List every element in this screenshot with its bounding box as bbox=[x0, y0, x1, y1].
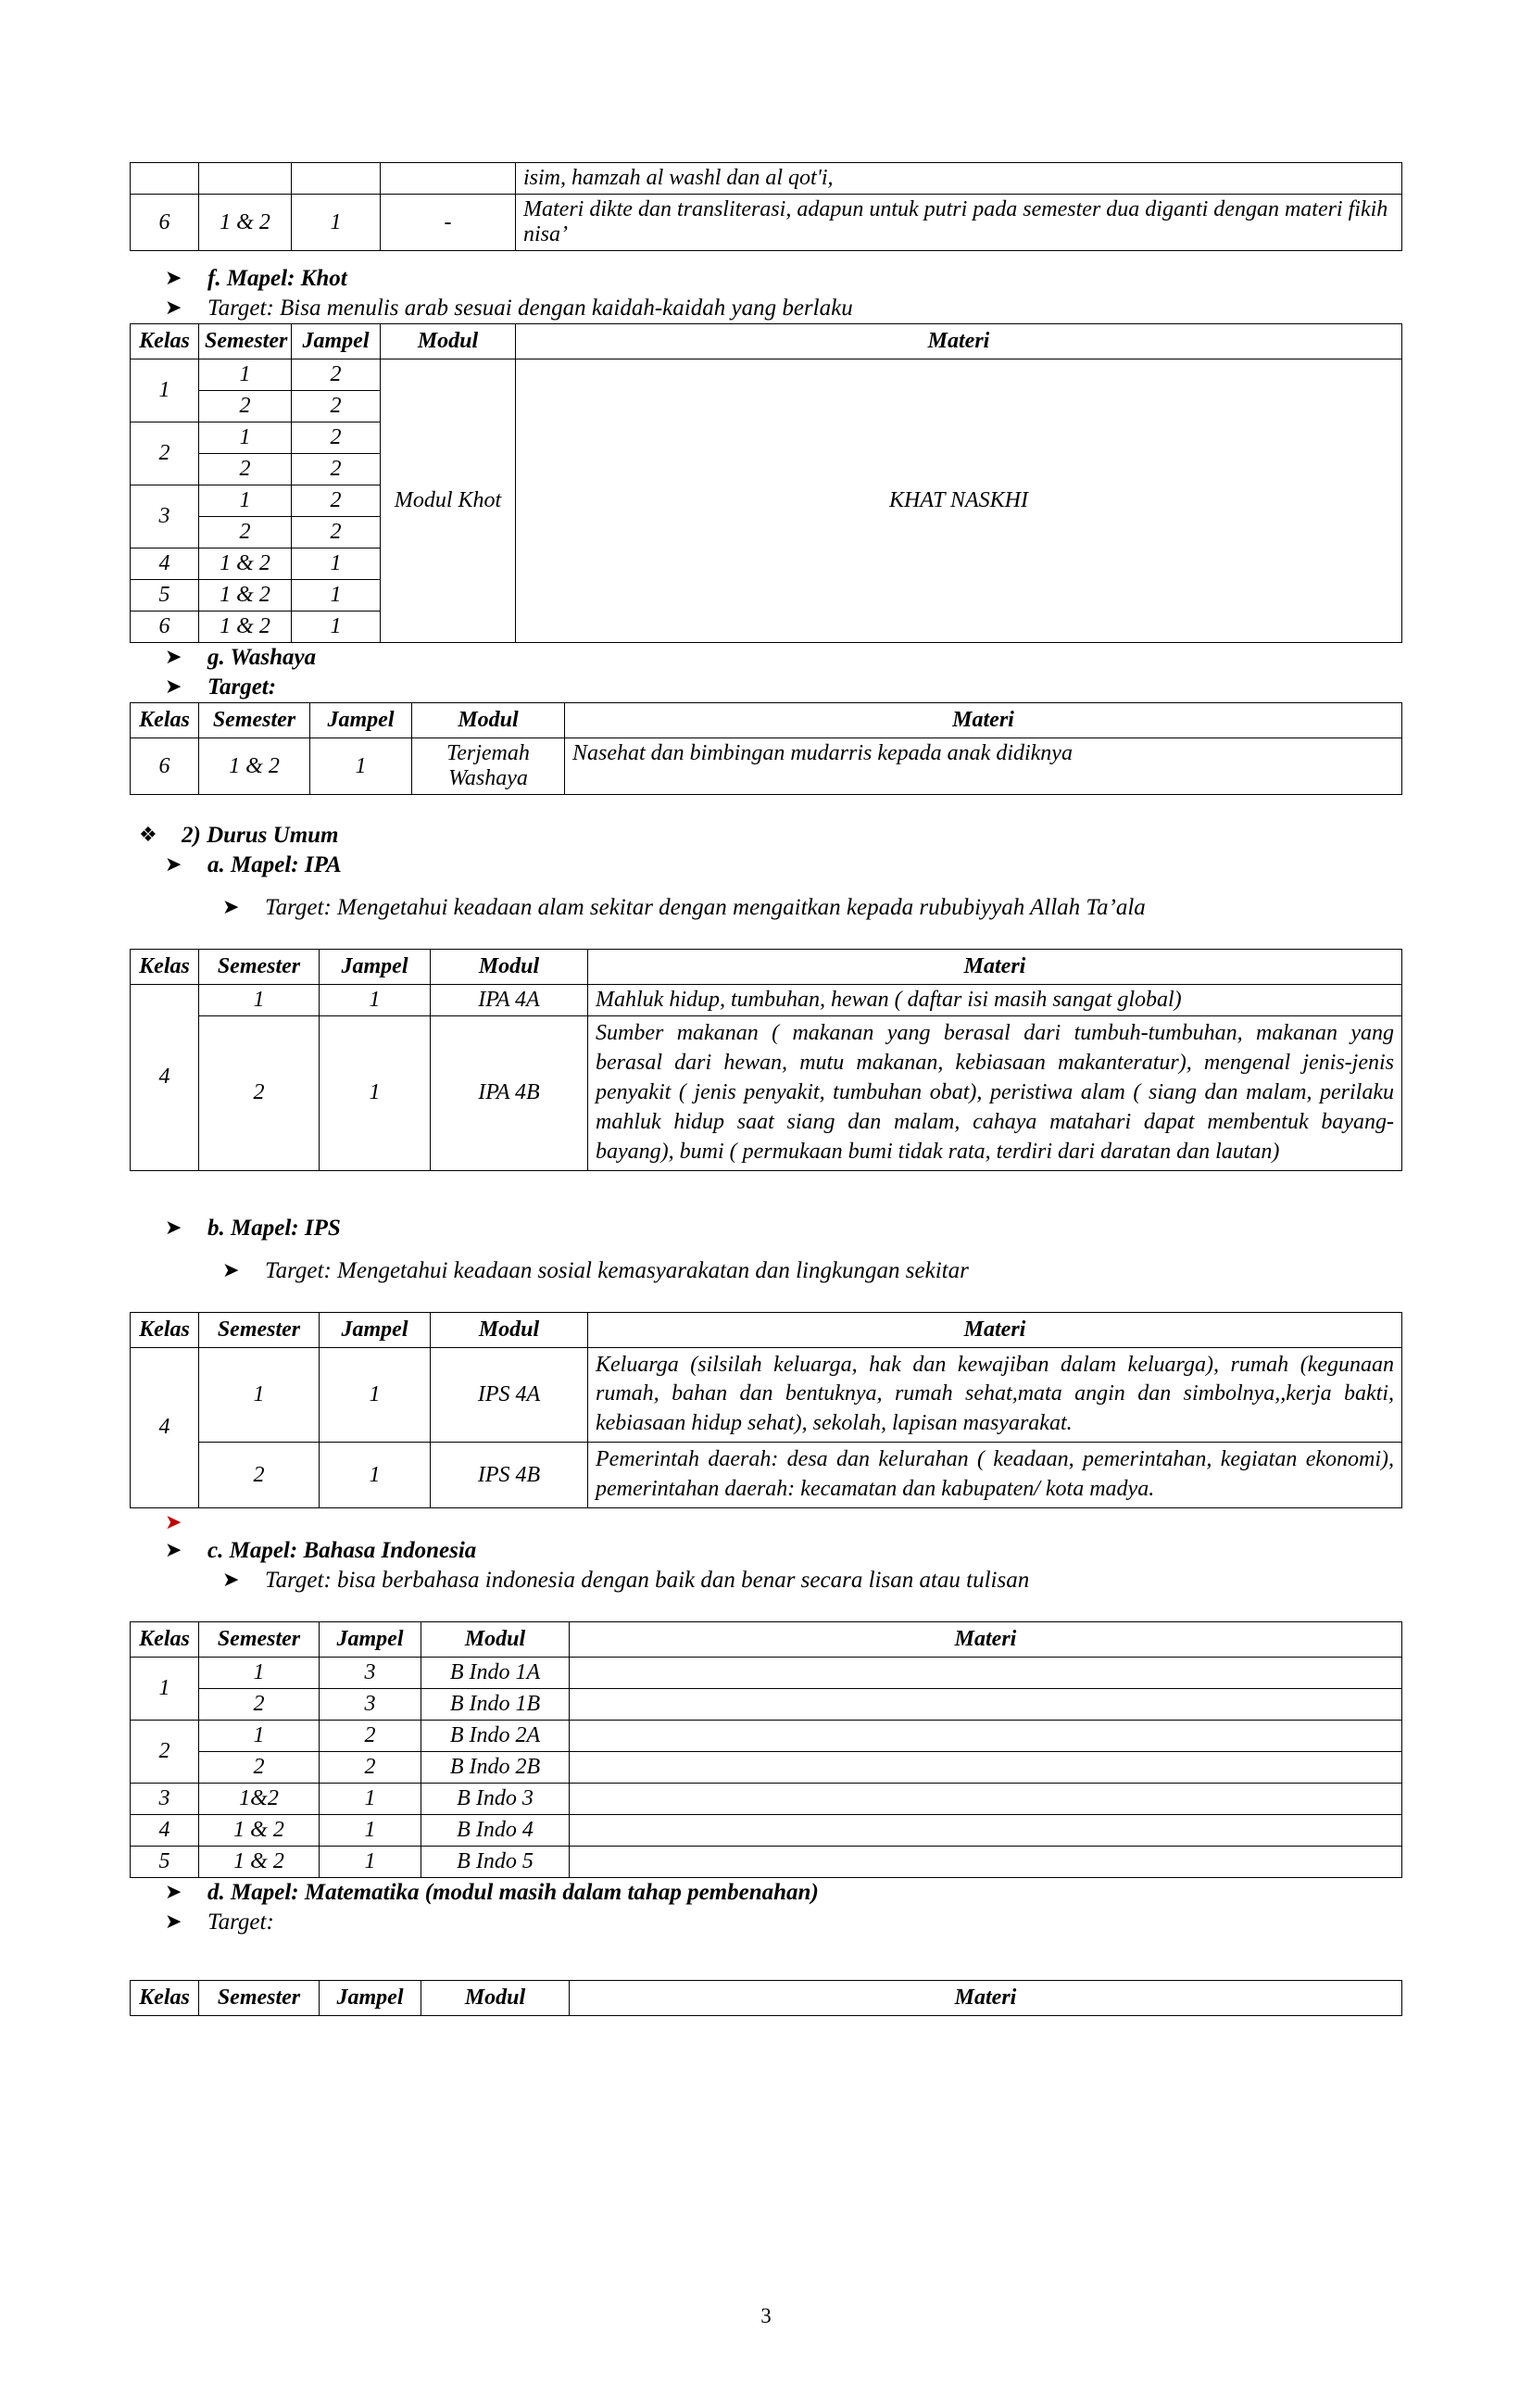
cell-kelas: 2 bbox=[131, 422, 199, 485]
continued-table-wrap bbox=[130, 162, 1402, 251]
cell-materi bbox=[570, 1689, 1402, 1721]
cell-jampel: 1 bbox=[320, 1815, 421, 1847]
arrow-bullet-icon: ➤ bbox=[222, 1568, 240, 1592]
cell-semester: 1&2 bbox=[199, 1784, 320, 1815]
cell-kelas: 3 bbox=[131, 485, 199, 548]
target-matematika bbox=[130, 1908, 1402, 1937]
col-materi: Materi bbox=[570, 1981, 1402, 2016]
heading-durus-umum-label: 2) Durus Umum bbox=[182, 823, 339, 848]
cell-semester: 1 bbox=[199, 985, 320, 1016]
cell-kelas bbox=[131, 163, 199, 195]
cell-semester: 1 bbox=[199, 1658, 320, 1689]
arrow-bullet-icon: ➤ bbox=[165, 1538, 182, 1562]
cell-kelas: 1 bbox=[131, 359, 199, 422]
cell-materi: Mahluk hidup, tumbuhan, hewan ( daftar isi masih sangat global) bbox=[588, 985, 1402, 1016]
cell-jampel: 1 bbox=[292, 611, 381, 643]
cell-modul: B Indo 4 bbox=[421, 1815, 570, 1847]
col-semester: Semester bbox=[199, 950, 320, 985]
khot-table bbox=[130, 323, 1402, 643]
target-matematika-label: Target: bbox=[207, 1910, 274, 1935]
cell-jampel: 1 bbox=[320, 1347, 431, 1443]
target-ips bbox=[130, 1256, 1402, 1286]
cell-jampel: 2 bbox=[292, 391, 381, 422]
cell-semester: 2 bbox=[199, 1016, 320, 1171]
table-row bbox=[131, 1347, 1402, 1443]
table-row bbox=[131, 1658, 1402, 1689]
cell-materi: Pemerintah daerah: desa dan kelurahan ( keadaan, pemerintahan, kegiatan ekonomi), pemerintahan daerah: kecamatan dan kabupaten/ kota madya. bbox=[588, 1443, 1402, 1508]
empty-bullet-row bbox=[130, 1508, 1402, 1536]
arrow-bullet-icon: ➤ bbox=[165, 852, 182, 876]
col-modul: Modul bbox=[431, 1312, 588, 1347]
heading-durus-umum bbox=[130, 821, 1402, 851]
cell-materi bbox=[570, 1721, 1402, 1752]
ipa-table-wrap bbox=[130, 949, 1402, 1171]
cell-semester: 2 bbox=[199, 1752, 320, 1784]
cell-materi bbox=[570, 1658, 1402, 1689]
heading-ips bbox=[130, 1214, 1402, 1243]
cell-semester: 1 & 2 bbox=[199, 738, 310, 795]
col-materi: Materi bbox=[516, 324, 1402, 359]
cell-jampel: 1 bbox=[320, 1016, 431, 1171]
cell-materi: Nasehat dan bimbingan mudarris kepada anak didiknya bbox=[565, 738, 1402, 795]
col-kelas: Kelas bbox=[131, 1622, 199, 1658]
col-kelas: Kelas bbox=[131, 1981, 199, 2016]
cell-semester: 1 bbox=[199, 485, 292, 517]
cell-kelas: 5 bbox=[131, 580, 199, 611]
cell-materi: Materi dikte dan transliterasi, adapun untuk putri pada semester dua diganti dengan materi fikih nisa’ bbox=[516, 195, 1402, 251]
arrow-bullet-icon: ➤ bbox=[165, 1910, 182, 1934]
table-header-row bbox=[131, 950, 1402, 985]
arrow-bullet-icon: ➤ bbox=[165, 296, 182, 319]
cell-materi bbox=[570, 1815, 1402, 1847]
cell-jampel: 1 bbox=[310, 738, 412, 795]
cell-semester: 2 bbox=[199, 517, 292, 548]
heading-ipa bbox=[130, 851, 1402, 880]
cell-modul: B Indo 2A bbox=[421, 1721, 570, 1752]
cell-jampel: 2 bbox=[292, 454, 381, 485]
table-row bbox=[131, 1443, 1402, 1508]
cell-semester: 2 bbox=[199, 1443, 320, 1508]
khot-table-wrap bbox=[130, 323, 1402, 643]
target-washaya bbox=[130, 673, 1402, 702]
col-jampel: Jampel bbox=[320, 1622, 421, 1658]
cell-materi: isim, hamzah al washl dan al qot'i, bbox=[516, 163, 1402, 195]
cell-jampel: 2 bbox=[320, 1721, 421, 1752]
cell-jampel: 2 bbox=[292, 485, 381, 517]
cell-kelas: 5 bbox=[131, 1847, 199, 1878]
table-header-row bbox=[131, 1622, 1402, 1658]
cell-modul: Terjemah Washaya bbox=[412, 738, 565, 795]
heading-ipa-label: a. Mapel: IPA bbox=[207, 852, 342, 877]
heading-matematika bbox=[130, 1878, 1402, 1908]
table-row bbox=[131, 1689, 1402, 1721]
col-jampel: Jampel bbox=[310, 703, 412, 738]
col-kelas: Kelas bbox=[131, 703, 199, 738]
cell-semester: 1 & 2 bbox=[199, 580, 292, 611]
target-bindo bbox=[130, 1566, 1402, 1595]
cell-semester: 1 & 2 bbox=[199, 1815, 320, 1847]
arrow-bullet-icon: ➤ bbox=[222, 1257, 240, 1281]
diamond-bullet-icon: ❖ bbox=[139, 823, 157, 846]
cell-modul: Modul Khot bbox=[381, 359, 516, 643]
table-row bbox=[131, 985, 1402, 1016]
col-materi: Materi bbox=[588, 1312, 1402, 1347]
cell-materi bbox=[570, 1784, 1402, 1815]
cell-semester: 2 bbox=[199, 1689, 320, 1721]
cell-semester bbox=[199, 163, 292, 195]
cell-semester: 2 bbox=[199, 454, 292, 485]
cell-kelas: 6 bbox=[131, 195, 199, 251]
heading-ips-label: b. Mapel: IPS bbox=[207, 1215, 341, 1241]
washaya-table-wrap bbox=[130, 702, 1402, 795]
col-jampel: Jampel bbox=[292, 324, 381, 359]
cell-semester: 2 bbox=[199, 391, 292, 422]
col-semester: Semester bbox=[199, 1312, 320, 1347]
continued-table bbox=[130, 162, 1402, 251]
target-ips-label: Target: Mengetahui keadaan sosial kemasyarakatan dan lingkungan sekitar bbox=[265, 1257, 969, 1283]
cell-kelas: 4 bbox=[131, 1815, 199, 1847]
cell-modul: B Indo 1A bbox=[421, 1658, 570, 1689]
cell-materi: KHAT NASKHI bbox=[516, 359, 1402, 643]
table-header-row bbox=[131, 1981, 1402, 2016]
col-modul: Modul bbox=[431, 950, 588, 985]
col-modul: Modul bbox=[421, 1622, 570, 1658]
col-modul: Modul bbox=[421, 1981, 570, 2016]
cell-materi bbox=[570, 1847, 1402, 1878]
cell-jampel: 3 bbox=[320, 1689, 421, 1721]
cell-kelas: 4 bbox=[131, 1347, 199, 1508]
cell-modul: IPA 4A bbox=[431, 985, 588, 1016]
arrow-bullet-icon: ➤ bbox=[165, 1510, 182, 1534]
arrow-bullet-icon: ➤ bbox=[165, 266, 182, 289]
cell-modul: B Indo 3 bbox=[421, 1784, 570, 1815]
col-jampel: Jampel bbox=[320, 1981, 421, 2016]
table-row bbox=[131, 1847, 1402, 1878]
col-modul: Modul bbox=[381, 324, 516, 359]
cell-jampel: 2 bbox=[292, 359, 381, 391]
table-row bbox=[131, 1784, 1402, 1815]
heading-washaya bbox=[130, 643, 1402, 673]
arrow-bullet-icon: ➤ bbox=[165, 1880, 182, 1904]
matematika-table bbox=[130, 1980, 1402, 2016]
table-row bbox=[131, 1815, 1402, 1847]
cell-jampel: 2 bbox=[292, 517, 381, 548]
cell-kelas: 1 bbox=[131, 1658, 199, 1721]
cell-jampel: 1 bbox=[292, 548, 381, 580]
cell-kelas: 4 bbox=[131, 985, 199, 1171]
cell-jampel: 1 bbox=[320, 1784, 421, 1815]
arrow-bullet-icon: ➤ bbox=[165, 645, 182, 668]
washaya-table bbox=[130, 702, 1402, 795]
table-header-row bbox=[131, 703, 1402, 738]
col-materi: Materi bbox=[570, 1622, 1402, 1658]
cell-modul: IPS 4A bbox=[431, 1347, 588, 1443]
col-jampel: Jampel bbox=[320, 1312, 431, 1347]
table-row bbox=[131, 163, 1402, 195]
cell-modul: B Indo 5 bbox=[421, 1847, 570, 1878]
cell-materi bbox=[570, 1752, 1402, 1784]
heading-washaya-label: g. Washaya bbox=[207, 645, 317, 670]
target-bindo-label: Target: bisa berbahasa indonesia dengan baik dan benar secara lisan atau tulisan bbox=[265, 1568, 1030, 1594]
heading-bindo-label: c. Mapel: Bahasa Indonesia bbox=[207, 1538, 477, 1564]
target-khot bbox=[130, 294, 1402, 323]
arrow-bullet-icon: ➤ bbox=[165, 674, 182, 698]
cell-materi: Keluarga (silsilah keluarga, hak dan kewajiban dalam keluarga), rumah (kegunaan rumah, bahan dan bentuknya, rumah sehat,mata angin dan simbolnya,,kerja bakti, kebiasaan hidup sehat), sekolah, lapisan masyarakat. bbox=[588, 1347, 1402, 1443]
col-semester: Semester bbox=[199, 1622, 320, 1658]
cell-semester: 1 bbox=[199, 359, 292, 391]
col-semester: Semester bbox=[199, 1981, 320, 2016]
ips-table-wrap bbox=[130, 1312, 1402, 1509]
heading-bindo bbox=[130, 1536, 1402, 1566]
cell-jampel: 2 bbox=[292, 422, 381, 454]
col-kelas: Kelas bbox=[131, 324, 199, 359]
target-washaya-label: Target: bbox=[207, 674, 277, 700]
page-number: 3 bbox=[760, 2304, 772, 2327]
cell-modul: IPS 4B bbox=[431, 1443, 588, 1508]
col-kelas: Kelas bbox=[131, 950, 199, 985]
table-row bbox=[131, 1721, 1402, 1752]
cell-semester: 1 & 2 bbox=[199, 611, 292, 643]
cell-jampel: 1 bbox=[292, 195, 381, 251]
cell-semester: 1 bbox=[199, 1347, 320, 1443]
cell-modul: B Indo 2B bbox=[421, 1752, 570, 1784]
table-row bbox=[131, 1016, 1402, 1171]
col-materi: Materi bbox=[565, 703, 1402, 738]
target-ipa-label: Target: Mengetahui keadaan alam sekitar dengan mengaitkan kepada rububiyyah Allah Ta’ala bbox=[265, 895, 1146, 920]
cell-jampel bbox=[292, 163, 381, 195]
cell-jampel: 1 bbox=[320, 1443, 431, 1508]
cell-jampel: 1 bbox=[320, 1847, 421, 1878]
ips-table bbox=[130, 1312, 1402, 1509]
cell-jampel: 1 bbox=[320, 985, 431, 1016]
col-materi: Materi bbox=[588, 950, 1402, 985]
cell-semester: 1 & 2 bbox=[199, 548, 292, 580]
table-row bbox=[131, 359, 1402, 391]
col-jampel: Jampel bbox=[320, 950, 431, 985]
cell-semester: 1 bbox=[199, 422, 292, 454]
arrow-bullet-icon: ➤ bbox=[165, 1215, 182, 1239]
cell-modul: B Indo 1B bbox=[421, 1689, 570, 1721]
heading-khot-label: f. Mapel: Khot bbox=[207, 266, 347, 291]
cell-semester: 1 & 2 bbox=[199, 1847, 320, 1878]
cell-semester: 1 bbox=[199, 1721, 320, 1752]
cell-jampel: 1 bbox=[292, 580, 381, 611]
matematika-table-wrap bbox=[130, 1980, 1402, 2016]
cell-jampel: 2 bbox=[320, 1752, 421, 1784]
bindo-table bbox=[130, 1621, 1402, 1878]
table-header-row bbox=[131, 1312, 1402, 1347]
cell-kelas: 6 bbox=[131, 738, 199, 795]
heading-matematika-label: d. Mapel: Matematika (modul masih dalam tahap pembenahan) bbox=[207, 1880, 819, 1906]
cell-materi: Sumber makanan ( makanan yang berasal dari tumbuh-tumbuhan, makanan yang berasal dari hewan, mutu makanan, kebiasaan makanteratur), mengenal jenis-jenis penyakit ( jenis penyakit, tumbuhan obat), peristiwa alam ( siang dan malam, perilaku mahluk hidup saat siang dan malam, cahaya matahari dapat membentuk bayang-bayang), bumi ( permukaan bumi tidak rata, terdiri dari daratan dan lautan) bbox=[588, 1016, 1402, 1171]
heading-khot bbox=[130, 264, 1402, 294]
col-semester: Semester bbox=[199, 324, 292, 359]
cell-kelas: 3 bbox=[131, 1784, 199, 1815]
ipa-table bbox=[130, 949, 1402, 1171]
arrow-bullet-icon: ➤ bbox=[222, 895, 240, 918]
target-khot-label: Target: Bisa menulis arab sesuai dengan kaidah-kaidah yang berlaku bbox=[207, 296, 853, 321]
cell-kelas: 4 bbox=[131, 548, 199, 580]
cell-jampel: 3 bbox=[320, 1658, 421, 1689]
table-row bbox=[131, 738, 1402, 795]
cell-semester: 1 & 2 bbox=[199, 195, 292, 251]
cell-modul: - bbox=[381, 195, 516, 251]
col-semester: Semester bbox=[199, 703, 310, 738]
col-modul: Modul bbox=[412, 703, 565, 738]
cell-kelas: 2 bbox=[131, 1721, 199, 1784]
table-row bbox=[131, 1752, 1402, 1784]
bindo-table-wrap bbox=[130, 1621, 1402, 1878]
cell-modul bbox=[381, 163, 516, 195]
target-ipa bbox=[130, 893, 1402, 923]
cell-modul: IPA 4B bbox=[431, 1016, 588, 1171]
col-kelas: Kelas bbox=[131, 1312, 199, 1347]
table-header-row bbox=[131, 324, 1402, 359]
table-row bbox=[131, 195, 1402, 251]
cell-kelas: 6 bbox=[131, 611, 199, 643]
